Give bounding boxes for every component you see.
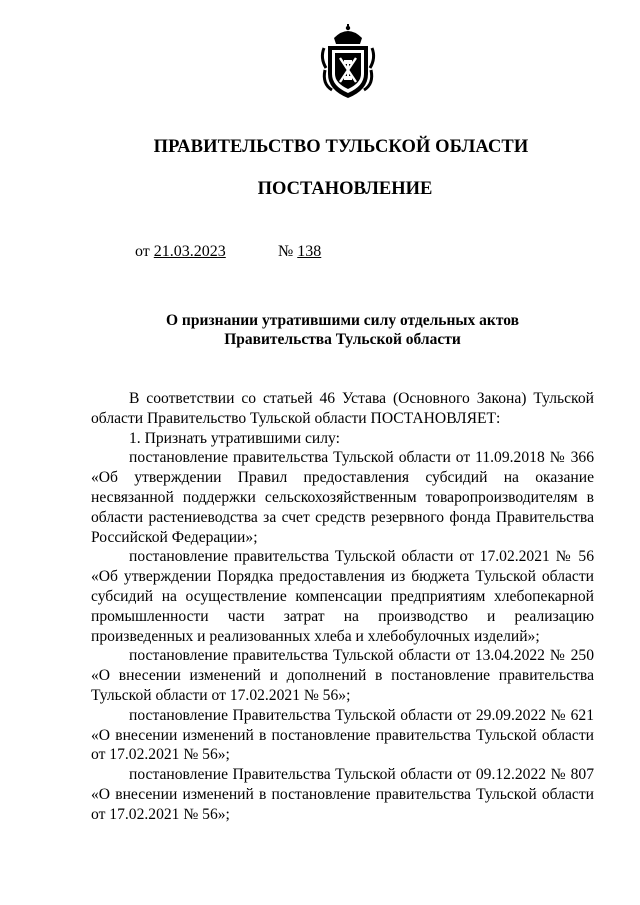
- date-prefix: от: [135, 243, 150, 260]
- number-prefix: №: [278, 243, 294, 260]
- subject-line-1: О признании утратившими силу отдельных актов: [166, 312, 519, 329]
- paragraph-item-1: 1. Признать утратившими силу:: [129, 429, 340, 447]
- document-body: [91, 389, 594, 825]
- date-value: 21.03.2023: [153, 243, 226, 260]
- document-date: [135, 243, 226, 261]
- paragraph-repealed-act: постановление правительства Тульской области от 11.09.2018 № 366 «Об утверждении Правил предоставления субсидий на оказание несвязанной поддержки сельскохозяйственным товаропроизводителям в области растениеводства за счет средств резервного фонда Правительства Российской Федерации»;: [91, 449, 594, 546]
- coat-of-arms-icon: [318, 24, 378, 100]
- subject-line-2: Правительства Тульской области: [224, 331, 461, 348]
- paragraph-repealed-act: постановление правительства Тульской области от 13.04.2022 № 250 «О внесении изменений и дополнений в постановление правительства Тульской области от 17.02.2021 № 56»;: [91, 647, 594, 704]
- document-number: [278, 243, 321, 261]
- document-subject: [120, 311, 565, 349]
- government-title: ПРАВИТЕЛЬСТВО ТУЛЬСКОЙ ОБЛАСТИ: [153, 137, 529, 157]
- number-value: 138: [297, 243, 322, 260]
- paragraph-repealed-act: постановление правительства Тульской области от 17.02.2021 № 56 «Об утверждении Порядка предоставления из бюджета Тульской области субсидий на осуществление компенсации предприятиям хлебопекарной промышленности части затрат на производство и реализацию произведенных и реализованных хлеба и хлебобулочных изделий»;: [91, 548, 594, 645]
- paragraph-repealed-act: постановление Правительства Тульской области от 09.12.2022 № 807 «О внесении изменений в постановление правительства Тульской области от 17.02.2021 № 56»;: [91, 766, 594, 823]
- paragraph-preamble: В соответствии со статьей 46 Устава (Основного Закона) Тульской области Правительство Тульской области ПОСТАНОВЛЯЕТ:: [91, 390, 594, 427]
- paragraph-repealed-act: постановление Правительства Тульской области от 29.09.2022 № 621 «О внесении изменений в постановление правительства Тульской области от 17.02.2021 № 56»;: [91, 706, 594, 764]
- document-type: ПОСТАНОВЛЕНИЕ: [257, 179, 433, 199]
